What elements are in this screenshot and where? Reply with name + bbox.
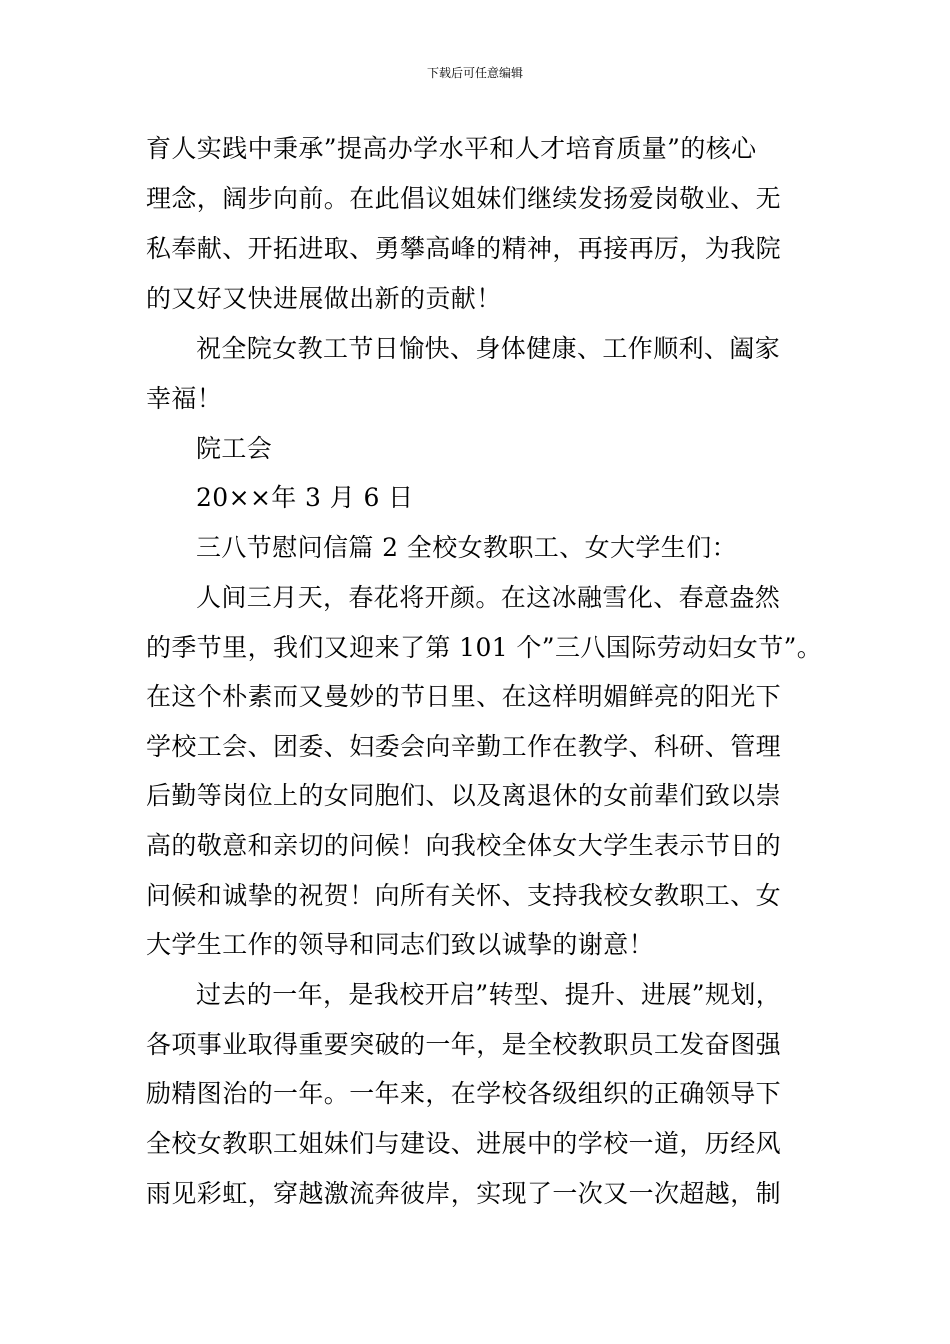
text-line: 高的敬意和亲切的问候！向我校全体女大学生表示节日的 [146,831,782,860]
page-header: 下载后可任意编辑 [426,66,523,80]
text-line: 祝全院女教工节日愉快、身体健康、工作顺利、阖家 [196,334,781,363]
text-line: 各项事业取得重要突破的一年，是全校教职员工发奋图强 [146,1030,782,1059]
text-line: 雨见彩虹，穿越激流奔彼岸，实现了一次又一次超越，制 [146,1179,782,1208]
text-line: 过去的一年，是我校开启”转型、提升、进展”规划， [196,980,782,1009]
signature-date: 20××年 3 月 6 日 [196,483,414,512]
text-line: 幸福！ [146,384,223,413]
text-line: 育人实践中秉承”提高办学水平和人才培育质量”的核心 [146,134,757,163]
text-line: 励精图治的一年。一年来，在学校各级组织的正确领导下 [146,1079,782,1108]
text-line: 学校工会、团委、妇委会向辛勤工作在教学、科研、管理 [146,732,782,761]
signature-org: 院工会 [196,434,273,463]
text-line: 全校女教职工姐妹们与建设、进展中的学校一道，历经风 [146,1129,782,1158]
text-line: 大学生工作的领导和同志们致以诚挚的谢意！ [146,930,655,959]
text-line: 理念，阔步向前。在此倡议姐妹们继续发扬爱岗敬业、无 [146,184,782,213]
text-line: 人间三月天，春花将开颜。在这冰融雪化、春意盎然 [196,583,781,612]
section-heading: 三八节慰问信篇 2 全校女教职工、女大学生们： [196,533,738,562]
text-line: 的又好又快进展做出新的贡献！ [146,284,502,313]
text-line: 问候和诚挚的祝贺！向所有关怀、支持我校女教职工、女 [146,881,782,910]
text-line: 私奉献、开拓进取、勇攀高峰的精神，再接再厉，为我院 [146,234,782,263]
text-line: 后勤等岗位上的女同胞们、以及离退休的女前辈们致以崇 [146,781,782,810]
text-line: 在这个朴素而又曼妙的节日里、在这样明媚鲜亮的阳光下 [146,682,782,711]
text-line: 的季节里，我们又迎来了第 101 个”三八国际劳动妇女节”。 [146,633,823,662]
